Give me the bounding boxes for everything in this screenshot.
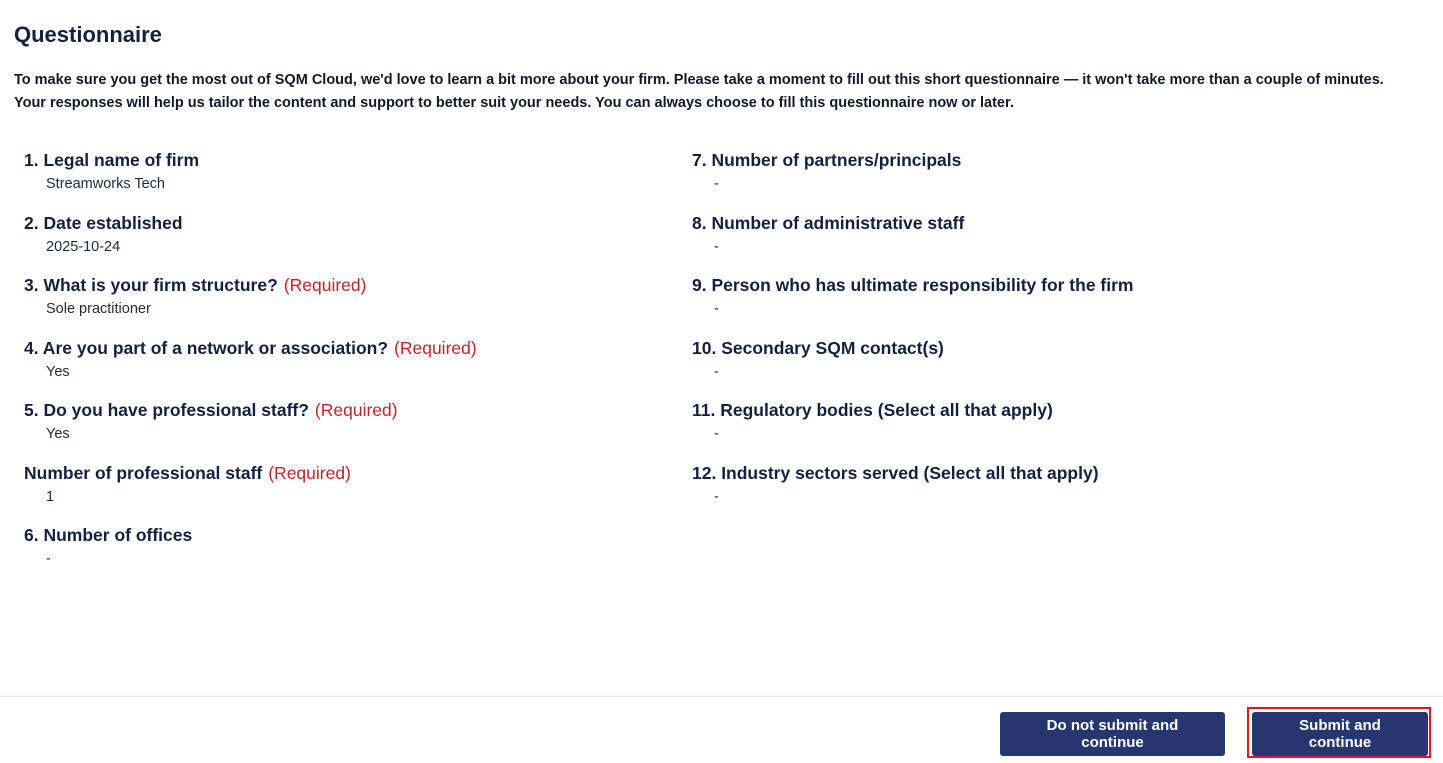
question-label: 9. Person who has ultimate responsibility for the firm	[692, 275, 1134, 295]
question-administrative-staff	[692, 211, 1392, 274]
question-answer: -	[714, 426, 719, 442]
question-label: 2. Date established	[24, 212, 183, 233]
required-marker: (Required)	[268, 462, 351, 483]
question-answer: -	[714, 363, 719, 380]
question-answer: -	[714, 238, 719, 255]
question-regulatory-bodies	[692, 398, 1392, 461]
intro-line-1: To make sure you get the most out of SQM Cloud, we'd love to learn a bit more about your firm. Please take a moment to fill out this short questionnaire — it won't take more than a couple of minutes.	[14, 72, 1384, 88]
questions-left-column	[24, 148, 664, 586]
question-label: 10. Secondary SQM contact(s)	[692, 337, 944, 358]
submit-and-continue-button[interactable]: Submit and continue	[1252, 712, 1428, 756]
question-answer: -	[714, 488, 719, 505]
question-number-offices	[24, 523, 664, 586]
question-number-professional-staff	[24, 461, 664, 524]
question-ultimate-responsibility	[692, 273, 1392, 336]
question-firm-structure	[24, 273, 664, 336]
question-label: 12. Industry sectors served (Select all that apply)	[692, 462, 1099, 483]
question-answer: Yes	[46, 363, 70, 380]
intro-text	[14, 69, 1414, 115]
question-label: Number of professional staff	[24, 462, 263, 483]
question-legal-name	[24, 148, 664, 211]
question-answer: 1	[46, 488, 55, 505]
question-date-established	[24, 211, 664, 274]
question-answer: -	[714, 176, 719, 192]
question-answer: -	[714, 301, 719, 317]
footer-bar	[0, 696, 1443, 763]
do-not-submit-button[interactable]: Do not submit and continue	[1000, 712, 1225, 756]
intro-line-2: Your responses will help us tailor the content and support to better suit your needs. You can always choose to fill this questionnaire now or later.	[14, 95, 1014, 111]
question-professional-staff	[24, 398, 664, 461]
question-label: 7. Number of partners/principals	[692, 150, 962, 170]
question-network-association	[24, 336, 664, 399]
required-marker: (Required)	[283, 275, 367, 295]
question-label: 1. Legal name of firm	[24, 150, 200, 170]
page-title: Questionnaire	[14, 22, 162, 47]
question-answer: Yes	[46, 426, 70, 442]
required-marker: (Required)	[314, 400, 398, 420]
question-label: 6. Number of offices	[24, 525, 193, 545]
question-secondary-contacts	[692, 336, 1392, 399]
question-answer: Streamworks Tech	[46, 176, 165, 192]
required-marker: (Required)	[394, 337, 477, 358]
question-answer: -	[46, 551, 51, 567]
question-label: 11. Regulatory bodies (Select all that apply)	[692, 400, 1053, 420]
question-partners-principals	[692, 148, 1392, 211]
question-industry-sectors	[692, 461, 1392, 524]
question-label: 8. Number of administrative staff	[692, 212, 965, 233]
question-answer: 2025-10-24	[46, 238, 121, 255]
question-answer: Sole practitioner	[46, 301, 151, 317]
question-label: 3. What is your firm structure?	[24, 275, 278, 295]
question-label: 4. Are you part of a network or association?	[24, 337, 389, 358]
question-label: 5. Do you have professional staff?	[24, 400, 309, 420]
questions-right-column	[692, 148, 1392, 523]
